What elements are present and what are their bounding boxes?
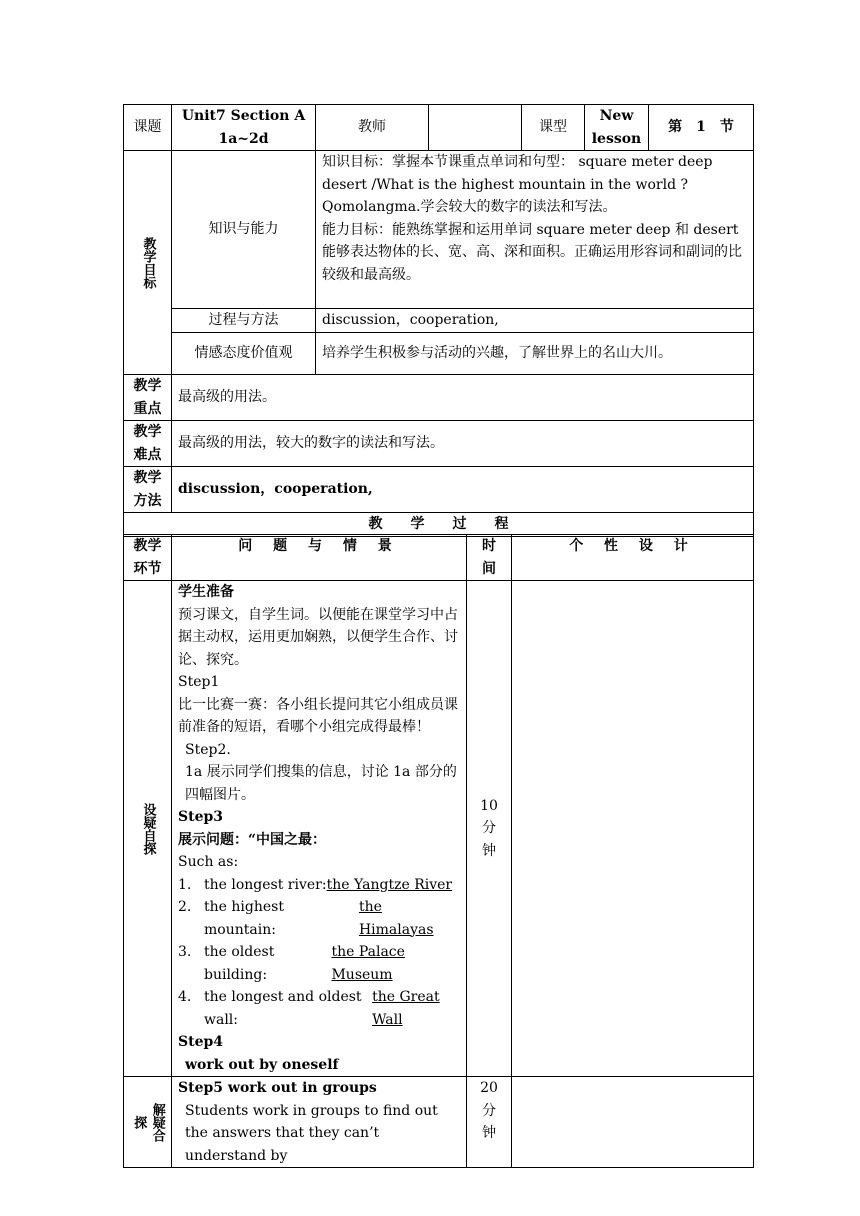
goals-label-cell <box>124 151 172 375</box>
stage-header-line2: 环节 <box>133 560 162 577</box>
list-item-answer: the Great Wall <box>372 989 440 1028</box>
list-item-text: the oldest building: <box>204 944 275 983</box>
knowledge-text: 知识目标：掌握本节课重点单词和句型： square meter deep desert /What is the highest mountain in the world ? Qomolangma.学会较大的数字的读法和写法。 <box>322 154 713 215</box>
knowledge-cell <box>316 151 754 309</box>
goals-emotion-row <box>124 333 754 375</box>
stage2-label-cell <box>124 1077 172 1168</box>
type-label: 课型 <box>522 105 585 151</box>
list-item <box>178 896 460 941</box>
list-item-answer: the Himalayas <box>358 899 434 938</box>
key-point-text: 最高级的用法。 <box>172 375 754 421</box>
difficulty-row <box>124 421 754 467</box>
stage1-label: 设疑自探 <box>140 802 156 855</box>
method-label-line1: 教学 <box>133 470 162 486</box>
difficulty-label-line2: 难点 <box>133 446 162 463</box>
time-column-header <box>467 535 512 581</box>
stage2-label-col2: 解疑合 <box>149 1102 165 1142</box>
step5-title: Step5 work out in groups <box>178 1080 377 1096</box>
difficulty-label-line1: 教学 <box>133 424 162 440</box>
difficulty-label <box>124 421 172 467</box>
step5-text: Students work in groups to find out the answers that they can’t understand by <box>185 1102 438 1164</box>
stage2-time-line2: 分 <box>482 1102 496 1119</box>
knowledge-label: 知识与能力 <box>172 151 316 309</box>
process-label: 过程与方法 <box>172 309 316 333</box>
topic-value <box>172 105 316 151</box>
stage2-time-line3: 钟 <box>482 1125 496 1141</box>
key-point-label-line1: 教学 <box>133 378 162 394</box>
method-label-line2: 方法 <box>133 492 162 509</box>
type-value-line1: New <box>599 108 634 124</box>
list-item-number: 2. <box>178 899 192 915</box>
topic-value-line1: Unit7 Section A <box>181 108 306 124</box>
stage1-content <box>172 581 467 1077</box>
process-title-row <box>124 513 754 537</box>
method-label <box>124 467 172 513</box>
step3-text: 展示问题：“中国之最： <box>178 831 327 848</box>
process-text: discussion，cooperation, <box>316 309 754 333</box>
step1-title: Step1 <box>178 674 220 690</box>
stage1-time-line1: 10 <box>480 797 498 814</box>
step4-title: Step4 <box>178 1034 224 1050</box>
ability-text: 能力目标：能熟练掌握和运用单词 square meter deep 和 desert 能够表达物体的长、宽、高、深和面积。正确运用形容词和副词的比较级和最高级。 <box>322 221 742 283</box>
process-table <box>123 534 754 1168</box>
list-item-number: 3. <box>178 944 192 960</box>
list-item-number: 4. <box>178 989 192 1005</box>
design-column-header: 个 性 设 计 <box>512 535 754 581</box>
step2-text: 1a 展示同学们搜集的信息，讨论 1a 部分的四幅图片。 <box>185 764 457 803</box>
list-item <box>178 874 460 897</box>
emotion-text: 培养学生积极参与活动的兴趣，了解世界上的名山大川。 <box>316 333 754 375</box>
time-header-line1: 时 <box>482 538 496 554</box>
emotion-label: 情感态度价值观 <box>172 333 316 375</box>
stage2-label-col1: 探 <box>131 1115 147 1129</box>
list-item-text: the longest river: <box>204 876 327 893</box>
key-point-label <box>124 375 172 421</box>
difficulty-text: 最高级的用法，较大的数字的读法和写法。 <box>172 421 754 467</box>
list-item <box>178 941 460 986</box>
columns-row <box>124 535 754 581</box>
prep-text: 预习课文，自学生词。以便能在课堂学习中占据主动权，运用更加娴熟，以便学生合作、讨论、探究。 <box>178 606 458 668</box>
stage1-design <box>512 581 754 1077</box>
step4-text: work out by oneself <box>185 1056 339 1073</box>
method-text: discussion，cooperation, <box>172 467 754 513</box>
process-title: 教 学 过 程 <box>124 513 754 537</box>
list-item-answer: the Palace Museum <box>331 944 405 983</box>
stage2-time-line1: 20 <box>480 1080 498 1096</box>
goals-knowledge-row <box>124 151 754 309</box>
key-point-label-line2: 重点 <box>133 400 162 417</box>
type-value-line2: lesson <box>591 130 642 147</box>
stage2-row <box>124 1077 754 1168</box>
prep-title: 学生准备 <box>178 584 234 600</box>
list-item-answer: the Yangtze River <box>326 876 453 893</box>
list-item-text: the longest and oldest wall: <box>204 989 362 1028</box>
stage-column-header <box>124 535 172 581</box>
stage1-time-line2: 分 <box>482 820 496 837</box>
time-header-line2: 间 <box>482 560 496 577</box>
lesson-plan-table <box>123 104 754 537</box>
stage1-label-cell <box>124 581 172 1077</box>
such-as: Such as: <box>178 854 239 870</box>
topic-value-line2: 1a~2d <box>218 130 269 147</box>
stage-header-line1: 教学 <box>133 538 162 554</box>
topic-label: 课题 <box>124 105 172 151</box>
list-item-text: the highest mountain: <box>204 899 284 938</box>
stage2-design <box>512 1077 754 1168</box>
teacher-label: 教师 <box>316 105 429 151</box>
step3-title: Step3 <box>178 809 224 825</box>
period: 第 1 节 <box>649 105 754 151</box>
step2-title: Step2. <box>185 741 231 758</box>
goals-process-row <box>124 309 754 333</box>
goals-label: 教学目标 <box>140 236 156 289</box>
list-item-number: 1. <box>178 876 192 893</box>
stage1-time-line3: 钟 <box>482 842 496 859</box>
content-column-header: 问 题 与 情 景 <box>172 535 467 581</box>
teacher-value <box>429 105 522 151</box>
stage2-content <box>172 1077 467 1168</box>
key-point-row <box>124 375 754 421</box>
stage1-time <box>467 581 512 1077</box>
step1-text: 比一比赛一赛：各小组长提问其它小组成员课前准备的短语，看哪个小组完成得最棒！ <box>178 696 458 735</box>
list-item <box>178 986 460 1031</box>
type-value <box>585 105 649 151</box>
stage2-time <box>467 1077 512 1168</box>
method-row <box>124 467 754 513</box>
stage1-row <box>124 581 754 1077</box>
header-row <box>124 105 754 151</box>
